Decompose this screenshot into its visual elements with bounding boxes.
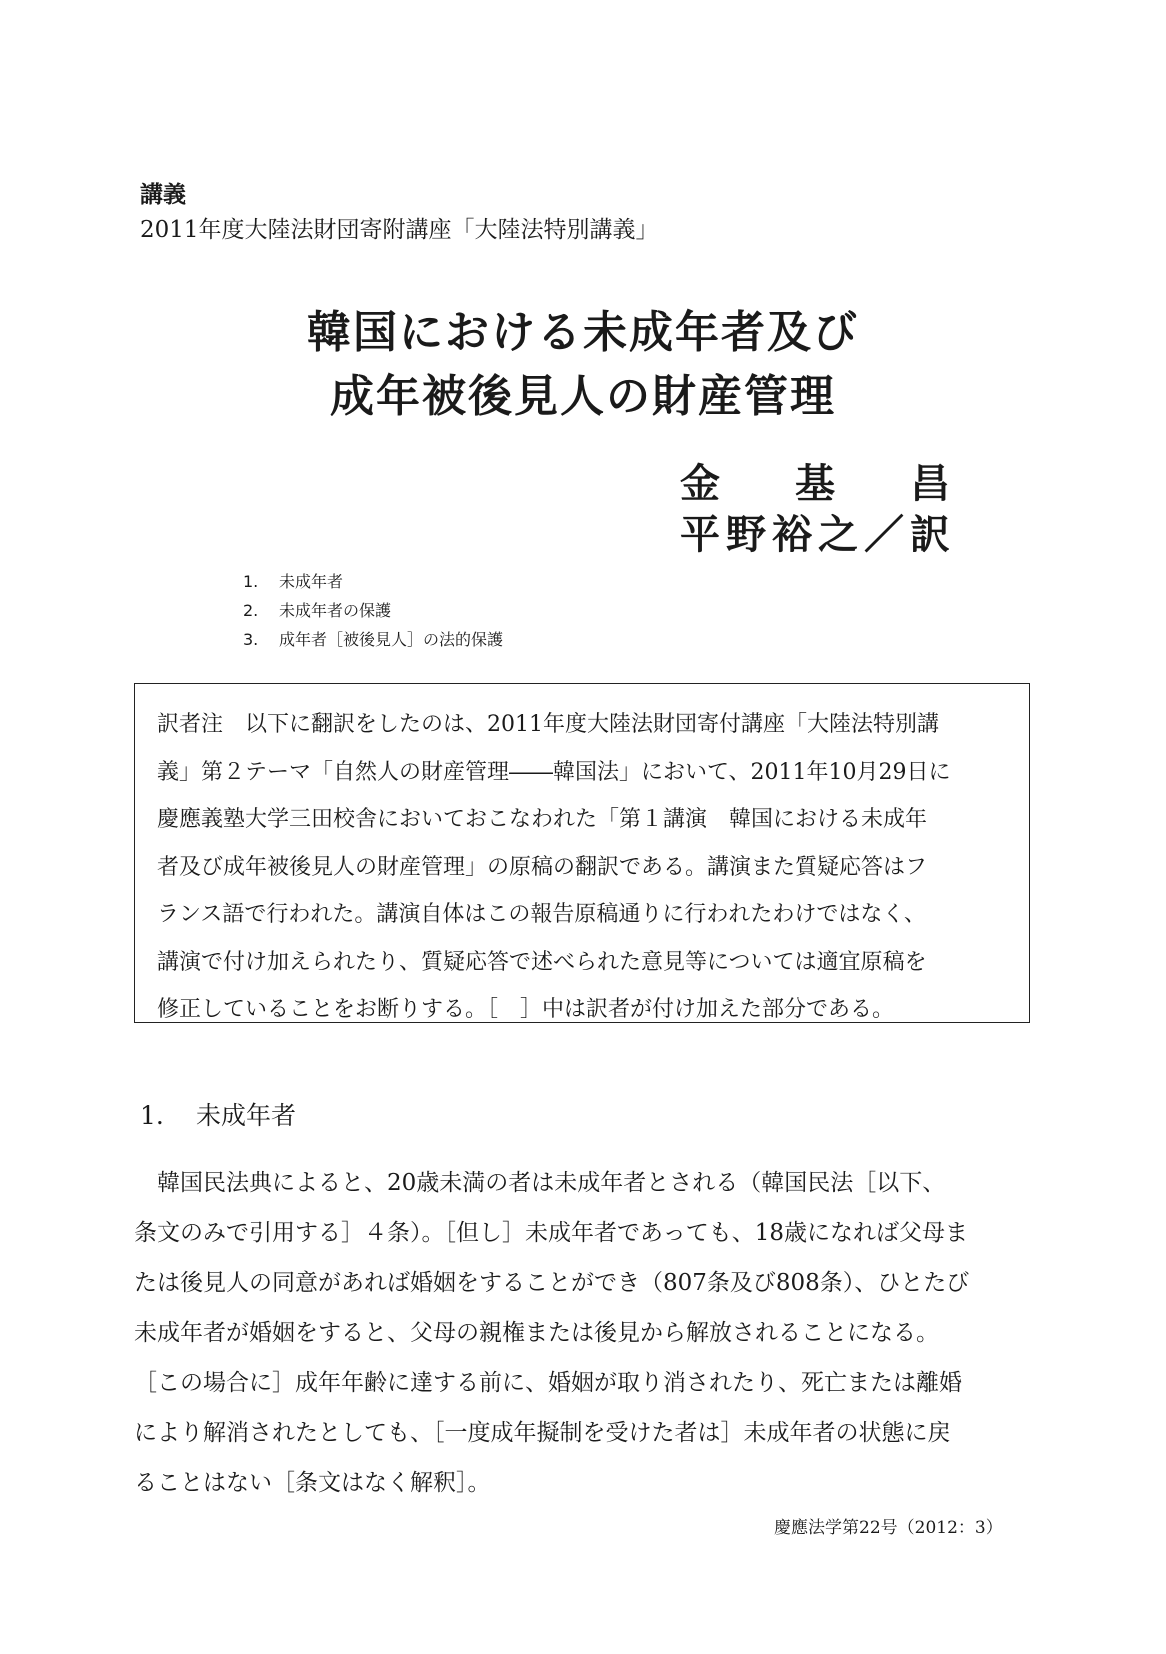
journal-citation-footer: 慶應法学第22号（2012：3） xyxy=(774,1518,1003,1538)
note-line: 訳者注 以下に翻訳をしたのは、2011年度大陸法財団寄付講座「大陸法特別講 xyxy=(157,712,939,737)
author-name-char: 昌 xyxy=(910,460,950,507)
toc-item xyxy=(243,598,391,621)
section-title: 未成年者 xyxy=(196,1101,297,1130)
note-line: 義」第２テーマ「自然人の財産管理――韓国法」において、2011年10月29日に xyxy=(157,759,951,785)
toc-item-label: 未成年者の保護 xyxy=(279,601,392,620)
toc-item xyxy=(243,569,343,592)
body-line: 未成年者が婚姻をすると、父母の親権または後見から解放されることになる。 xyxy=(134,1320,939,1346)
body-line: ることはない［条文はなく解釈］。 xyxy=(134,1470,491,1496)
body-paragraph xyxy=(134,1158,1030,1508)
body-line: により解消されたとしても、［一度成年擬制を受けた者は］未成年者の状態に戻 xyxy=(134,1420,951,1446)
toc-item-number: 2. xyxy=(243,601,259,620)
author-name-char: 金 xyxy=(680,460,720,507)
article-title-line-1: 韓国における未成年者及び xyxy=(307,307,859,358)
article-title-line-2: 成年被後見人の財産管理 xyxy=(330,371,836,422)
translator-credit: 平野裕之／訳 xyxy=(680,511,956,558)
section-number: 1. xyxy=(140,1101,164,1130)
note-line: ランス語で行われた。講演自体はこの報告原稿通りに行われたわけではなく、 xyxy=(157,902,926,927)
toc-item-number: 1. xyxy=(243,572,259,591)
note-line: 慶應義塾大学三田校舎においておこなわれた「第１講演 韓国における未成年 xyxy=(157,807,928,832)
body-line: 条文のみで引用する］４条）。［但し］未成年者であっても、18歳になれば父母ま xyxy=(134,1220,969,1246)
lecture-type-label: 講義 xyxy=(140,182,186,208)
section-heading xyxy=(140,1096,296,1132)
author-name xyxy=(680,452,950,509)
toc-item-label: 未成年者 xyxy=(279,572,344,591)
note-line: 者及び成年被後見人の財産管理」の原稿の翻訳である。講演また質疑応答はフ xyxy=(157,854,928,880)
author-name-char: 基 xyxy=(795,460,835,507)
body-line: たは後見人の同意があれば婚姻をすることができ（807条及び808条）、ひとたび xyxy=(134,1270,970,1296)
translator-note-box xyxy=(134,683,1030,1023)
toc-item-label: 成年者［被後見人］の法的保護 xyxy=(279,630,504,649)
body-line: 韓国民法典によると、20歳未満の者は未成年者とされる（韓国民法［以下、 xyxy=(134,1170,946,1196)
toc-item-number: 3. xyxy=(243,630,259,649)
body-line: ［この場合に］成年年齢に達する前に、婚姻が取り消されたり、死亡または離婚 xyxy=(134,1370,962,1396)
lecture-series-title: 2011年度大陸法財団寄附講座「大陸法特別講義」 xyxy=(140,217,659,243)
note-line: 修正していることをお断りする。［ ］中は訳者が付け加えた部分である。 xyxy=(157,997,895,1022)
toc-item xyxy=(243,627,503,650)
note-line: 講演で付け加えられたり、質疑応答で述べられた意見等については適宜原稿を xyxy=(157,949,927,975)
